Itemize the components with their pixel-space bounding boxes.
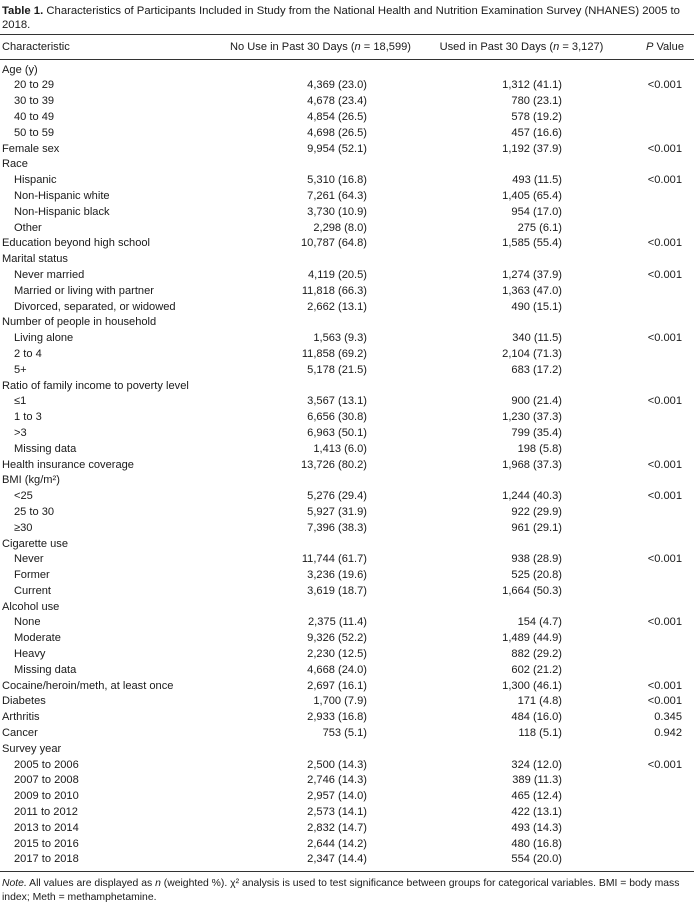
no-use-value: 2,832 (14.7) <box>307 821 367 834</box>
p-value: <0.001 <box>647 616 682 629</box>
p-value: <0.001 <box>647 458 682 471</box>
p-value: <0.001 <box>647 332 682 345</box>
used-value: 799 (35.4) <box>511 426 562 439</box>
row-label: <25 <box>14 490 33 503</box>
header-no-use-suffix: = 18,599) <box>360 41 411 53</box>
table-row <box>0 110 694 126</box>
no-use-value: 9,954 (52.1) <box>307 142 367 155</box>
row-label: 50 to 59 <box>14 126 55 139</box>
row-label: Cocaine/heroin/meth, at least once <box>2 679 174 692</box>
p-value <box>620 60 694 79</box>
row-label: >3 <box>14 426 27 439</box>
no-use-value: 2,644 (14.2) <box>307 837 367 850</box>
header-used-n: n <box>553 41 560 53</box>
no-use-value: 11,818 (66.3) <box>301 284 367 297</box>
table-row <box>0 568 694 584</box>
used-value: 324 (12.0) <box>511 758 562 771</box>
row-label: Survey year <box>2 742 62 755</box>
row-label: 2011 to 2012 <box>14 806 78 819</box>
p-value <box>620 505 694 521</box>
header-no-use-prefix: No Use in Past 30 Days ( <box>230 41 355 53</box>
table-row <box>0 347 694 363</box>
p-value: <0.001 <box>647 695 682 708</box>
used-value: 602 (21.2) <box>511 663 562 676</box>
table-row <box>0 505 694 521</box>
table-row <box>0 157 694 173</box>
header-no-use <box>218 35 423 60</box>
row-label: Diabetes <box>2 695 46 708</box>
row-label: 2017 to 2018 <box>14 853 79 866</box>
no-use-value: 9,326 (52.2) <box>307 632 367 645</box>
used-value: 683 (17.2) <box>511 363 562 376</box>
p-value <box>620 94 694 110</box>
table-row <box>0 726 694 742</box>
table-note <box>0 872 694 904</box>
p-value <box>620 599 694 615</box>
p-value <box>620 662 694 678</box>
used-value: 275 (6.1) <box>517 221 562 234</box>
p-value <box>620 631 694 647</box>
used-value: 938 (28.9) <box>511 553 562 566</box>
no-use-value: 3,730 (10.9) <box>307 205 367 218</box>
p-value <box>620 410 694 426</box>
no-use-value: 6,656 (30.8) <box>307 411 367 424</box>
used-value <box>423 536 620 552</box>
row-label: 5+ <box>14 363 27 376</box>
no-use-value: 13,726 (80.2) <box>301 458 367 471</box>
no-use-value: 2,230 (12.5) <box>307 648 367 661</box>
used-value: 465 (12.4) <box>511 790 562 803</box>
table-row <box>0 283 694 299</box>
no-use-value: 1,700 (7.9) <box>313 695 367 708</box>
used-value: 2,104 (71.3) <box>502 347 562 360</box>
p-value <box>620 347 694 363</box>
used-value: 578 (19.2) <box>511 110 562 123</box>
used-value <box>423 252 620 268</box>
no-use-value: 1,563 (9.3) <box>313 332 367 345</box>
no-use-value: 5,927 (31.9) <box>307 505 367 518</box>
p-value: <0.001 <box>647 174 682 187</box>
p-value <box>620 568 694 584</box>
no-use-value: 4,119 (20.5) <box>307 268 367 281</box>
table-row <box>0 662 694 678</box>
note-label: Note. <box>2 878 27 890</box>
no-use-value: 2,662 (13.1) <box>307 300 367 313</box>
used-value: 493 (11.5) <box>512 174 562 187</box>
no-use-value: 2,500 (14.3) <box>307 758 367 771</box>
table-row <box>0 173 694 189</box>
row-label: 40 to 49 <box>14 110 55 123</box>
no-use-value <box>218 157 423 173</box>
used-value: 554 (20.0) <box>511 853 562 866</box>
used-value: 422 (13.1) <box>511 806 562 819</box>
used-value: 1,405 (65.4) <box>502 189 562 202</box>
table-row <box>0 441 694 457</box>
no-use-value: 4,668 (24.0) <box>307 663 367 676</box>
used-value: 493 (14.3) <box>511 821 562 834</box>
no-use-value: 3,236 (19.6) <box>307 569 367 582</box>
used-value <box>423 741 620 757</box>
p-value <box>620 204 694 220</box>
table-row <box>0 647 694 663</box>
row-label: None <box>14 616 41 629</box>
used-value: 882 (29.2) <box>511 648 562 661</box>
row-label: Heavy <box>14 648 46 661</box>
p-value <box>620 773 694 789</box>
table-row <box>0 204 694 220</box>
no-use-value: 4,678 (23.4) <box>307 95 367 108</box>
used-value <box>423 157 620 173</box>
no-use-value: 2,298 (8.0) <box>313 221 367 234</box>
no-use-value: 11,858 (69.2) <box>301 347 367 360</box>
p-value: <0.001 <box>647 79 682 92</box>
no-use-value: 2,573 (14.1) <box>307 806 367 819</box>
row-label: Non-Hispanic white <box>14 189 110 202</box>
characteristics-table <box>0 34 694 872</box>
caption-label: Table 1. <box>2 5 44 17</box>
no-use-value: 5,310 (16.8) <box>307 174 367 187</box>
row-label: Former <box>14 569 50 582</box>
used-value: 1,274 (37.9) <box>502 268 562 281</box>
p-value: <0.001 <box>647 679 682 692</box>
no-use-value <box>218 599 423 615</box>
row-label: Race <box>2 158 28 171</box>
table-row <box>0 94 694 110</box>
p-value <box>620 125 694 141</box>
p-value <box>620 220 694 236</box>
no-use-value: 7,396 (38.3) <box>307 521 367 534</box>
no-use-value <box>218 741 423 757</box>
no-use-value: 2,746 (14.3) <box>307 774 367 787</box>
used-value: 340 (11.5) <box>512 332 562 345</box>
header-p-value <box>620 35 694 60</box>
no-use-value: 3,567 (13.1) <box>307 395 367 408</box>
used-value: 900 (21.4) <box>511 395 562 408</box>
table-row <box>0 426 694 442</box>
row-label: Alcohol use <box>2 600 60 613</box>
row-label: Never <box>14 553 44 566</box>
used-value: 1,244 (40.3) <box>502 490 562 503</box>
header-used-prefix: Used in Past 30 Days ( <box>439 41 554 53</box>
row-label: Missing data <box>14 663 77 676</box>
table-row <box>0 678 694 694</box>
used-value <box>423 378 620 394</box>
table-row <box>0 394 694 410</box>
row-label: Never married <box>14 268 85 281</box>
table-row <box>0 805 694 821</box>
no-use-value: 2,957 (14.0) <box>307 790 367 803</box>
row-label: 30 to 39 <box>14 95 55 108</box>
table-row <box>0 631 694 647</box>
p-value <box>620 315 694 331</box>
used-value: 154 (4.7) <box>517 616 562 629</box>
header-used <box>423 35 620 60</box>
table-row <box>0 315 694 331</box>
table-row <box>0 615 694 631</box>
row-label: 2005 to 2006 <box>14 758 79 771</box>
used-value: 1,968 (37.3) <box>502 458 562 471</box>
header-no-use-n: n <box>354 41 361 53</box>
row-label: 2013 to 2014 <box>14 821 79 834</box>
used-value: 490 (15.1) <box>511 300 562 313</box>
p-value <box>620 647 694 663</box>
header-characteristic: Characteristic <box>2 41 70 53</box>
table-row <box>0 299 694 315</box>
used-value: 480 (16.8) <box>511 837 562 850</box>
used-value: 1,300 (46.1) <box>502 679 562 692</box>
p-value <box>620 110 694 126</box>
no-use-value: 3,619 (18.7) <box>307 584 367 597</box>
p-value <box>620 283 694 299</box>
table-row <box>0 852 694 872</box>
table-row <box>0 836 694 852</box>
row-label: Arthritis <box>2 711 40 724</box>
p-value <box>620 820 694 836</box>
p-value <box>620 157 694 173</box>
no-use-value: 753 (5.1) <box>322 727 367 740</box>
used-value: 118 (5.1) <box>518 727 562 740</box>
no-use-value: 10,787 (64.8) <box>301 237 367 250</box>
p-value: <0.001 <box>647 395 682 408</box>
no-use-value <box>218 536 423 552</box>
row-label: Married or living with partner <box>14 284 154 297</box>
table-row <box>0 141 694 157</box>
note-n: n <box>155 878 161 890</box>
table-row <box>0 189 694 205</box>
no-use-value <box>218 378 423 394</box>
used-value: 922 (29.9) <box>511 505 562 518</box>
header-p-suffix: Value <box>653 41 684 53</box>
p-value <box>620 584 694 600</box>
p-value: <0.001 <box>647 758 682 771</box>
used-value: 525 (20.8) <box>511 569 562 582</box>
table-row <box>0 410 694 426</box>
table-row <box>0 520 694 536</box>
row-label: BMI (kg/m²) <box>2 474 60 487</box>
used-value: 1,192 (37.9) <box>502 142 562 155</box>
row-label: Divorced, separated, or widowed <box>14 300 176 313</box>
header-p-italic: P <box>645 41 654 53</box>
p-value <box>620 362 694 378</box>
no-use-value: 4,369 (23.0) <box>307 79 367 92</box>
row-label: Age (y) <box>2 64 38 76</box>
used-value <box>423 315 620 331</box>
row-label: 2009 to 2010 <box>14 790 79 803</box>
table-row <box>0 252 694 268</box>
row-label: Marital status <box>2 253 68 266</box>
row-label: 2 to 4 <box>14 347 42 360</box>
p-value <box>620 441 694 457</box>
p-value <box>620 252 694 268</box>
row-label: Hispanic <box>14 174 57 187</box>
row-label: 2007 to 2008 <box>14 774 79 787</box>
no-use-value: 4,698 (26.5) <box>307 126 367 139</box>
row-label: Cigarette use <box>2 537 68 550</box>
p-value: 0.942 <box>654 727 682 740</box>
p-value <box>620 741 694 757</box>
no-use-value: 4,854 (26.5) <box>307 110 367 123</box>
no-use-value: 6,963 (50.1) <box>307 426 367 439</box>
row-label: Number of people in household <box>2 316 157 329</box>
table-row <box>0 60 694 79</box>
note-text-b: (weighted %). χ² analysis is used to test significance between groups for categorical variables. BMI = body mass index; Meth = methamphetamine. <box>2 878 680 903</box>
row-label: ≤1 <box>14 395 27 408</box>
used-value: 389 (11.3) <box>512 774 562 787</box>
p-value <box>620 299 694 315</box>
table-row <box>0 473 694 489</box>
p-value <box>620 426 694 442</box>
no-use-value: 5,178 (21.5) <box>307 363 367 376</box>
table-row <box>0 331 694 347</box>
table-row <box>0 789 694 805</box>
p-value <box>620 473 694 489</box>
row-label: Current <box>14 584 51 597</box>
no-use-value: 7,261 (64.3) <box>307 189 367 202</box>
p-value: <0.001 <box>647 553 682 566</box>
table-row <box>0 584 694 600</box>
used-value: 484 (16.0) <box>511 711 562 724</box>
p-value: <0.001 <box>647 268 682 281</box>
row-label: 25 to 30 <box>14 505 55 518</box>
p-value <box>620 789 694 805</box>
table-row <box>0 268 694 284</box>
row-label: 1 to 3 <box>14 411 42 424</box>
p-value: <0.001 <box>647 142 682 155</box>
used-value: 954 (17.0) <box>511 205 562 218</box>
table-row <box>0 552 694 568</box>
p-value <box>620 836 694 852</box>
used-value: 961 (29.1) <box>511 521 562 534</box>
no-use-value <box>218 60 423 79</box>
p-value <box>620 852 694 872</box>
no-use-value: 5,276 (29.4) <box>307 490 367 503</box>
used-value: 1,363 (47.0) <box>502 284 562 297</box>
used-value: 171 (4.8) <box>517 695 562 708</box>
no-use-value: 2,933 (16.8) <box>307 711 367 724</box>
p-value <box>620 805 694 821</box>
p-value <box>620 520 694 536</box>
table-row <box>0 694 694 710</box>
used-value: 1,489 (44.9) <box>502 632 562 645</box>
used-value: 457 (16.6) <box>511 126 562 139</box>
used-value: 198 (5.8) <box>517 442 562 455</box>
table-row <box>0 362 694 378</box>
table-row <box>0 125 694 141</box>
no-use-value <box>218 315 423 331</box>
used-value: 1,230 (37.3) <box>502 411 562 424</box>
p-value: <0.001 <box>647 237 682 250</box>
table-body <box>0 60 694 872</box>
table-caption <box>0 0 694 32</box>
header-used-suffix: = 3,127) <box>559 41 604 53</box>
table-row <box>0 489 694 505</box>
row-label: Cancer <box>2 727 38 740</box>
table-row <box>0 599 694 615</box>
used-value <box>423 599 620 615</box>
used-value: 1,664 (50.3) <box>502 584 562 597</box>
note-text-a: All values are displayed as <box>26 878 156 890</box>
row-label: ≥30 <box>14 521 33 534</box>
row-label: Female sex <box>2 142 60 155</box>
row-label: Education beyond high school <box>2 237 151 250</box>
p-value <box>620 536 694 552</box>
row-label: Ratio of family income to poverty level <box>2 379 189 392</box>
row-label: 2015 to 2016 <box>14 837 79 850</box>
used-value: 1,585 (55.4) <box>502 237 562 250</box>
row-label: Living alone <box>14 332 74 345</box>
table-row <box>0 78 694 94</box>
table-row <box>0 220 694 236</box>
no-use-value <box>218 252 423 268</box>
no-use-value: 2,347 (14.4) <box>307 853 367 866</box>
row-label: Missing data <box>14 442 77 455</box>
table-row <box>0 757 694 773</box>
row-label: 20 to 29 <box>14 79 55 92</box>
row-label: Other <box>14 221 42 234</box>
p-value: <0.001 <box>647 490 682 503</box>
p-value: 0.345 <box>654 711 682 724</box>
no-use-value: 1,413 (6.0) <box>313 442 367 455</box>
row-label: Non-Hispanic black <box>14 205 110 218</box>
p-value <box>620 189 694 205</box>
no-use-value: 11,744 (61.7) <box>301 553 367 566</box>
used-value <box>423 60 620 79</box>
table-row <box>0 741 694 757</box>
no-use-value: 2,375 (11.4) <box>307 616 367 629</box>
table-row <box>0 236 694 252</box>
row-label: Moderate <box>14 632 61 645</box>
table-row <box>0 820 694 836</box>
header-row <box>0 35 694 60</box>
used-value: 1,312 (41.1) <box>502 79 562 92</box>
table-row <box>0 536 694 552</box>
row-label: Health insurance coverage <box>2 458 134 471</box>
used-value <box>423 473 620 489</box>
no-use-value <box>218 473 423 489</box>
caption-text: Characteristics of Participants Included in Study from the National Health and Nutrition Examination Survey (NHANES) 2005 to 2018. <box>2 5 680 31</box>
no-use-value: 2,697 (16.1) <box>307 679 367 692</box>
table-row <box>0 773 694 789</box>
used-value: 780 (23.1) <box>511 95 562 108</box>
table-row <box>0 457 694 473</box>
table-row <box>0 378 694 394</box>
p-value <box>620 378 694 394</box>
table-row <box>0 710 694 726</box>
